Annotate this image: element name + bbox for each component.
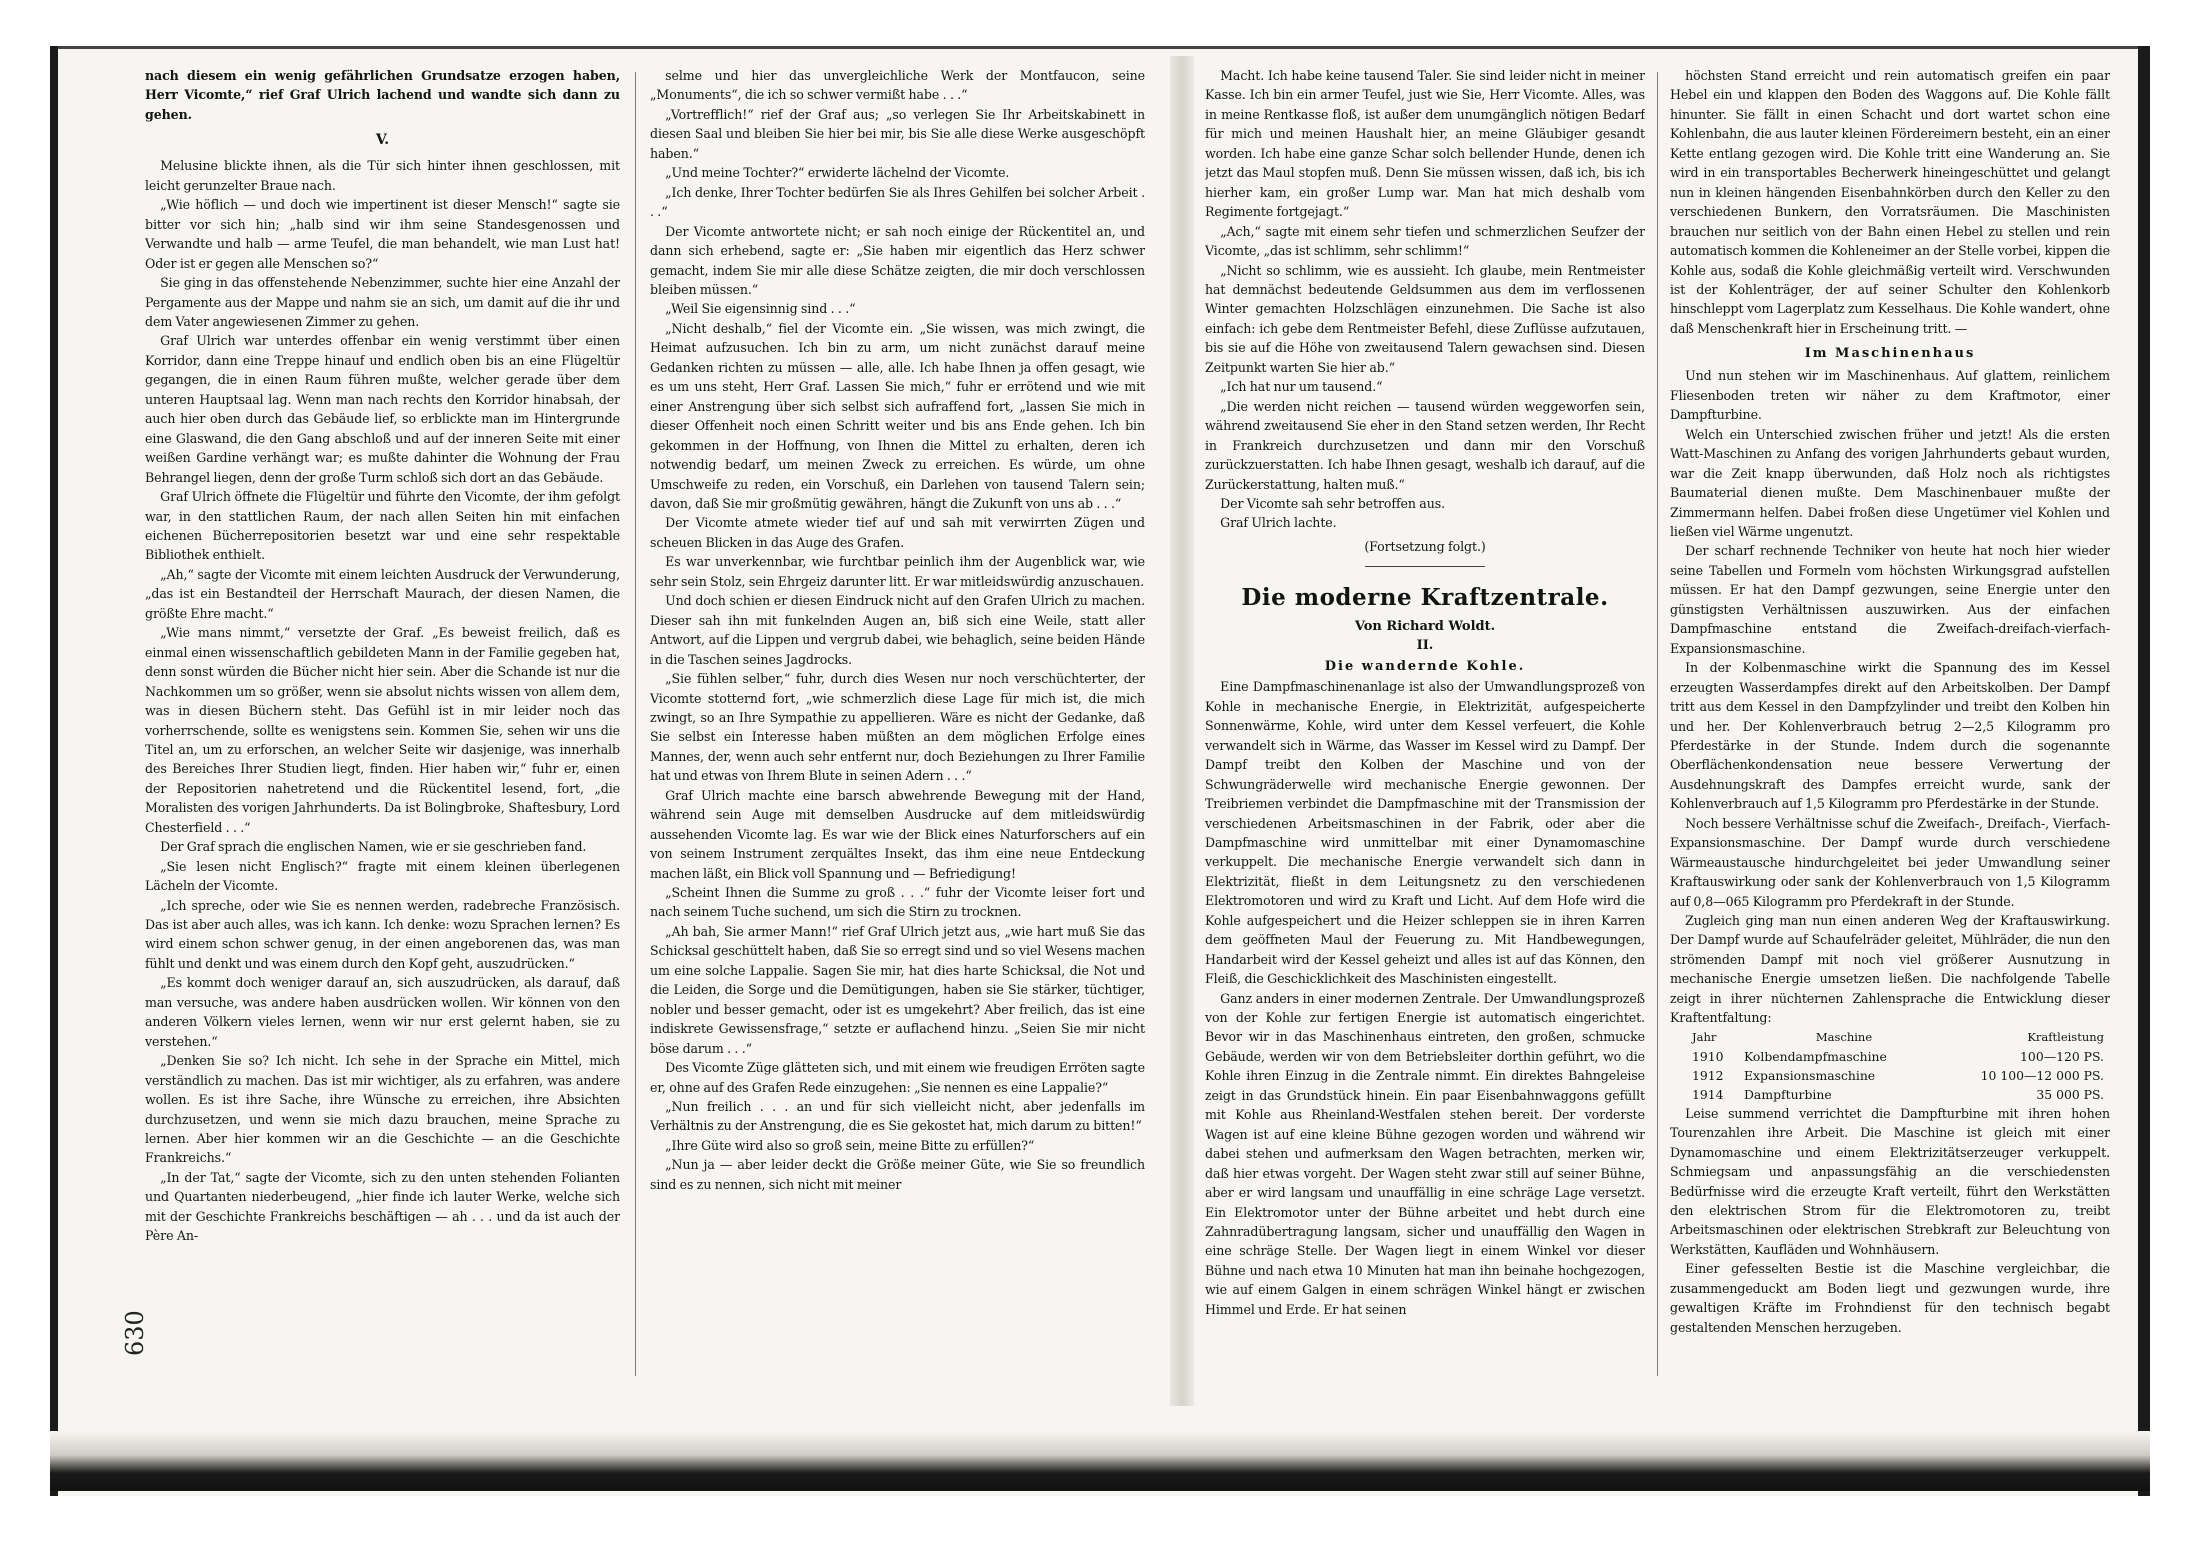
table-header-machine: Maschine [1815,1029,1873,1044]
table-row [1692,1047,2110,1066]
column-divider [635,72,636,1376]
scan-right-edge [2138,46,2150,1496]
paragraph: Der Vicomte sah sehr betroffen aus. [1220,495,1445,511]
novel-continuation [1205,66,1645,533]
article-subheading: Die wandernde Kohle. [1324,659,1526,675]
paragraph: Leise summend verrichtet die Dampfturbine mit ihren hohen Tourenzahlen ihre Arbeit. Die Maschine ist gleich mit einer Dynamomaschine und einem Elektrizitätserzeuger verkuppelt. Schmiegsam und anpassungsfähig an die verschiedensten Bedürfnisse wird die erzeugte Kraft verteilt, führt den Werkstätten den elektrischen Strom für die Elektromotoren zu, treibt Arbeitsmaschinen oder elektrischen Strebkraft zur Beleuchtung von Werkstätten, Kaufläden und Wohnhäusern. [1670,1105,2110,1257]
table-cell-power: 10 100—12 000 PS. [1980,1067,2104,1083]
continued-note: (Fortsetzung folgt.) [1364,538,1486,554]
paragraph: „Ah,“ sagte der Vicomte mit einem leichten Ausdruck der Verwunderung, „das ist ein Bestandteil der Herrschaft Maurach, der diesen Namen, die größte Ehre macht.“ [145,566,620,621]
paragraph: Graf Ulrich öffnete die Flügeltür und führte den Vicomte, der ihm gefolgt war, in den stattlichen Raum, der nach allen Seiten hin mit einfachen eichenen Bücherrepositorien besetzt war und eine sehr respektable Bibliothek enthielt. [145,489,620,563]
paragraph: Macht. Ich habe keine tausend Taler. Sie sind leider nicht in meiner Kasse. Ich bin ein armer Teufel, just wie Sie, Herr Vicomte. Alles, was in meine Rentkasse floß, ist außer dem unumgänglich nötigen Bedarf für mich und meinen Haushalt hier, an meine Gläubiger gesandt worden. Ich habe eine ganze Schar solch bellender Hunde, denen ich jetzt das Maul stopfen muß. Denn Sie müssen wissen, daß ich, bis ich hierher kam, ein großer Lump war. Man hat mich deshalb vom Regimente fortgejagt.“ [1205,68,1645,220]
scan-top-edge [50,46,2150,49]
table-cell-machine: Dampfturbine [1744,1086,1832,1102]
paragraph: „Wie mans nimmt,“ versetzte der Graf. „Es beweist freilich, daß es einmal einen wissenschaftlich gebildeten Mann in der Familie gegeben hat, denn sonst würden die Bücher nicht hier sein. Aber die Schande ist nur die Nachkommen um so größer, wenn sie absolut nichts wissen von allem dem, was in diesen Büchern steht. Das Gefühl ist in mir leider noch das vorherrschende, sollte es wenigstens sein. Kommen Sie, sehen wir uns die Titel an, um zu erforschen, an welcher Seite wir dasjenige, was innerhalb des Bereiches Ihrer Studien liegt, finden. Hier haben wir,“ fuhr er, einen der Repositorien nahetretend und die Rückentitel lesend, fort, „die Moralisten des vorigen Jahrhunderts. Da ist Bolingbroke, Shaftesbury, Lord Chesterfield . . .“ [145,625,620,835]
paragraph: Sie ging in das offenstehende Nebenzimmer, suchte hier eine Anzahl der Pergamente aus der Mappe und nahm sie an sich, um damit auf die ihr und dem Vater angewiesenen Zimmer zu gehen. [145,275,620,329]
paragraph: Des Vicomte Züge glätteten sich, und mit einem wie freudigen Erröten sagte er, ohne auf des Grafen Rede einzugehen: „Sie nennen es eine Lappalie?“ [650,1060,1145,1095]
paragraph: Welch ein Unterschied zwischen früher und jetzt! Als die ersten Watt-Maschinen zu Anfang des vorigen Jahrhunderts gebaut wurden, war die Zeit knapp überwunden, daß Holz noch als richtigstes Baumaterial dienen mußte. Dem Maschinenbauer mußte der Zimmermann helfen. Dabei froßen diese Ungetümer viel Kohlen und ließen viel Wärme ungenutzt. [1670,426,2110,539]
paragraph: selme und hier das unvergleichliche Werk der Montfaucon, seine „Monuments“, die ich so schwer vermißt habe . . .“ [650,68,1145,103]
paragraph: „Weil Sie eigensinnig sind . . .“ [665,301,856,317]
paragraph: „Ah bah, Sie armer Mann!“ rief Graf Ulrich jetzt aus, „wie hart muß Sie das Schicksal geschüttelt haben, daß Sie so erregt sind und so viel Wesens machen um eine solche Lappalie. Sagen Sie mir, hat dies harte Schicksal, die Not und die Leiden, die Sorge und die Demütigungen, haben sie Sie stärker, tüchtiger, nobler und besser gemacht, oder ist es umgekehrt? Aber freilich, das ist eine indiskrete Gewissensfrage,“ setzte er auflachend hinzu. „Seien Sie mir nicht böse darum . . .“ [650,923,1145,1056]
table-header-power: Kraftleistung [2027,1029,2104,1044]
paragraph: „Nicht deshalb,“ fiel der Vicomte ein. „Sie wissen, was mich zwingt, die Heimat aufzusuchen. Ich bin zu arm, um nicht zunächst darauf meine Gedanken richten zu müssen — alle, alle. Ich habe Ihnen ja offen gesagt, wie es um uns steht, Herr Graf. Lassen Sie mich,“ fuhr er errötend und wie mit einer Anstrengung über sich selbst sich aufraffend fort, „lassen Sie mich in dieser Offenheit noch einen Schritt weiter und bis ans Ende gehen. Ich bin gekommen in der Hoffnung, von Ihnen die Mittel zu erhalten, deren ich notwendig bedarf, um meinen Zweck zu erreichen. Es würde, um ohne Umschweife zu reden, ein Vorschuß, ein Darlehen von tausend Talern sein; davon, daß Sie mir großmütig gewähren, hängt die Zukunft von uns ab . . .“ [650,320,1145,511]
article-body [1205,677,1645,1319]
paragraph: „Ach,“ sagte mit einem sehr tiefen und schmerzlichen Seufzer der Vicomte, „das ist schlimm, sehr schlimm!“ [1205,223,1645,259]
table-cell-power: 35 000 PS. [2036,1086,2104,1102]
paragraph: Melusine blickte ihnen, als die Tür sich hinter ihnen geschlossen, mit leicht gerunzelter Braue nach. [145,158,620,193]
scan-bottom-shadow [50,1431,2150,1491]
paragraph: Der Vicomte atmete wieder tief auf und sah mit verwirrten Zügen und scheuen Blicken in das Auge des Grafen. [650,515,1145,550]
page-number: 630 [121,1310,149,1356]
paragraph: Graf Ulrich war unterdes offenbar ein wenig verstimmt über einen Korridor, dann eine Treppe hinauf und endlich oben bis an eine Flügeltür gegangen, die in einen Raum führen mußte, welcher gerade über dem unteren Hauptsaal lag. Wenn man nach rechts den Korridor hinabsah, der auch hier oben durch das Gebäude lief, so erblickte man im Hintergrunde eine Glaswand, die den Gang abschloß und auf der inneren Seite mit einer weißen Gardine verhängt war; es mußte dahinter die Wohnung der Frau Behrangel liegen, denn der große Turm schloß sich dort an das Gebäude. [145,333,620,485]
scanned-newspaper-spread [50,46,2150,1496]
paragraph: „Denken Sie so? Ich nicht. Ich sehe in der Sprache ein Mittel, mich verständlich zu machen. Das ist mir wichtiger, als zu erfahren, was andere wollen. Es ist ihre Sache, ihre Wünsche zu erreichen, ihre Absichten durchzusetzen, und wenn sie mich dazu brauchen, meine Sprache zu lernen. Aber hier kommen wir an die Geschichte — an die Geschichte Frankreichs.“ [145,1053,620,1166]
paragraph: Noch bessere Verhältnisse schuf die Zweifach-, Dreifach-, Vierfach-Expansionsmaschine. Der Dampf wurde durch verschiedene Wärmeaustausche hindurchgeleitet bei jeder Umwandlung seiner Kraftauswirkung oder sank der Kohlenverbrauch von 1,5 Kilogramm auf 0,8—065 Kilogramm pro Pferdekraft in der Stunde. [1670,815,2110,909]
paragraph: „Vortrefflich!“ rief der Graf aus; „so verlegen Sie Ihr Arbeitskabinett in diesen Saal und bleiben Sie hier bei mir, bis Sie alle diese Werke ausgeschöpft haben.“ [650,106,1145,161]
paragraph: „Ich hat nur um tausend.“ [1220,379,1383,395]
chapter-heading: V. [375,132,390,149]
paragraph: „Sie fühlen selber,“ fuhr, durch dies Wesen nur noch verschüchterter, der Vicomte stotternd fort, „wie schmerzlich diese Lage für mich ist, die mich zwingt, so an Ihre Sympathie zu appellieren. Wäre es nicht der Gedanke, daß Sie selbst ein Interesse haben müßten an dem möglichen Erfolge eines Mannes, der, wenn auch sehr entfernt nur, doch Beziehungen zu Ihrer Familie hat und etwas von Ihrem Blute in seinen Adern . . .“ [650,671,1145,784]
table-row [1692,1085,2110,1104]
table-body [1692,1047,2110,1104]
section-divider [1365,566,1485,567]
paragraph: „Sie lesen nicht Englisch?“ fragte mit einem kleinen überlegenen Lächeln der Vicomte. [145,858,620,894]
table-cell-machine: Expansionsmaschine [1744,1067,1876,1083]
table-cell-power: 100—120 PS. [2020,1048,2104,1064]
column-divider [1657,72,1658,1376]
paragraph: Graf Ulrich lachte. [1220,515,1337,531]
paragraph: „Ihre Güte wird also so groß sein, meine Bitte zu erfüllen?“ [665,1137,1035,1153]
table-cell-year: 1910 [1692,1048,1724,1064]
left-column-2 [650,66,1145,1406]
paragraph: höchsten Stand erreicht und rein automatisch greifen ein paar Hebel ein und klappen den Boden des Waggons auf. Die Kohle fällt hinunter. Sie fällt in einen Schacht und dort wartet schon eine Kohlenbahn, die aus lauter kleinen Fördereimern besteht, ein an einer Kette entlang gezogen wird. Die Kohle tritt eine Wanderung an. Sie wird in ein transportables Becherwerk hineingeschüttet und gelangt nun in kleinen hängenden Eisenbahnkörben durch den Keller zu den verschiedenen Bunkern, den Vorratsräumen. Die Maschinisten brauchen nur seitlich von der Bahn einen Hebel zu stellen und rein automatisch kommen die Kohleneimer an der Stelle vorbei, kippen die Kohle aus, sodaß die Kohle gleichmäßig verteilt wird. Verschwunden ist der Kohlenträger, der auf seiner Schulter den Kohlenkorb hinschleppt vom Lagerplatz zum Kesselhaus. Die Kohle wandert, ohne daß Menschenkraft hier in Erscheinung tritt. — [1670,68,2110,336]
paragraph: In der Kolbenmaschine wirkt die Spannung des im Kessel erzeugten Wasserdampfes direkt auf den Arbeitskolben. Der Dampf tritt aus dem Kessel in den Dampfzylinder und treibt den Kolben hin und her. Der Kohlenverbrauch betrug 2—2,5 Kilogramm pro Pferdestärke in der Stunde. Indem durch die sogenannte Oberflächenkondensation neue bessere Verwertung der Ausdehnungskraft des Dampfes erreicht wurde, sank der Kohlenverbrauch auf 1,5 Kilogramm pro Pferdestärke in der Stunde. [1670,660,2110,812]
section-subheading: Im Maschinenhaus [1804,346,1976,362]
paragraph: „Es kommt doch weniger darauf an, sich auszudrücken, als darauf, daß man versuche, was andere haben ausdrücken wollen. Wir können von den anderen Völkern vieles lernen, wenn wir nur erst gelernt haben, sie zu verstehen.“ [145,975,620,1049]
paragraph: Ganz anders in einer modernen Zentrale. Der Umwandlungsprozeß von der Kohle zur fertigen Energie ist automatisch eingerichtet. Bevor wir in das Maschinenhaus eintreten, den großen, schmucke Gebäude, werden wir von dem Betriebsleiter dorthin geführt, wo die Kohle ihren Einzug in die Zentrale nimmt. Ein direktes Bahngeleise zeigt in das Grundstück hinein. Ein paar Eisenbahnwaggons gefüllt mit Kohle aus Rheinland-Westfalen stehen bereit. Der vorderste Wagen ist auf eine kleine Bühne gezogen worden und während wir dabei stehen und aufmerksam den Wagen betrachten, merken wir, daß hier etwas vorgeht. Der Wagen steht zwar still auf seiner Bühne, aber er wird langsam und unauffällig in eine schräge Lage versetzt. Ein Elektromotor unter der Bühne arbeitet und hebt durch eine Zahnradübertragung langsam, sicher und unauffällig den Wagen in eine schräge Stelle. Der Wagen liegt in einem Winkel vor dieser Bühne und nach etwa 10 Minuten hat man ihn beinahe hochgezogen, wie auf einem Galgen in einem schrägen Winkel hängt er zwischen Himmel und Erde. Er hat seinen [1205,990,1645,1317]
scan-left-edge [50,46,58,1496]
table-header-row [1692,1028,2110,1047]
table-cell-machine: Kolbendampfmaschine [1744,1048,1887,1064]
paragraph: „Und meine Tochter?“ erwiderte lächelnd der Vicomte. [665,165,1010,181]
paragraph: Der Vicomte antwortete nicht; er sah noch einige der Rückentitel an, und dann sich erhebend, sagte er: „Sie haben mir eigentlich das Herz schwer gemacht, indem Sie mir alle diese Schätze zeigten, die mir doch verschlossen bleiben müssen.“ [650,223,1145,297]
paragraph: „Scheint Ihnen die Summe zu groß . . .“ fuhr der Vicomte leiser fort und nach seinem Tuche suchend, um sich die Stirn zu trocknen. [650,885,1145,920]
right-column-2 [1670,66,2110,1406]
left-page [145,66,1160,1406]
paragraph: Zugleich ging man nun einen anderen Weg der Kraftauswirkung. Der Dampf wurde auf Schaufelräder geleitet, Mühlräder, die nun den strömenden Dampf mit noch viel größerer Ausnutzung in mechanische Energie umsetzen ließen. Die nachfolgende Tabelle zeigt in ihrer nüchternen Zahlensprache die Entwicklung dieser Kraftentfaltung: [1670,913,2110,1026]
paragraph: Und doch schien er diesen Eindruck nicht auf den Grafen Ulrich zu machen. Dieser sah ihn mit funkelnden Augen an, biß sich eine Weile, statt aller Antwort, auf die Lippen und vergrub dabei, wie behaglich, seine beiden Hände in die Taschen seines Jagdrocks. [650,593,1145,667]
paragraph: Einer gefesselten Bestie ist die Maschine vergleichbar, die zusammengeduckt am Boden liegt und gezwungen wurde, ihre gewaltigen Kräfte im Frohndienst für den technisch begabt gestaltenden Menschen herzugeben. [1670,1261,2110,1335]
paragraph: „In der Tat,“ sagte der Vicomte, sich zu den unten stehenden Folianten und Quartanten niederbeugend, „hier finde ich lauter Werke, welche sich mit der Geschichte Frankreichs beschäftigen — ah . . . und da ist auch der Père An- [145,1169,620,1244]
paragraph: Der scharf rechnende Techniker von heute hat noch hier wieder seine Tabellen und Formeln vom höchsten Wirkungsgrad aufstellen müssen. Er hat den Dampf gezwungen, seine Energie unter den günstigsten Verhältnissen auszuwirken. Aus der einfachen Dampfmaschine entstand die Zweifach-dreifach-vierfach-Expansionsmaschine. [1670,543,2110,656]
article-part: II. [1416,638,1434,654]
page-fold [1170,56,1194,1406]
paragraph: „Nicht so schlimm, wie es aussieht. Ich glaube, mein Rentmeister hat demnächst bedeutende Geldsummen aus dem im verflossenen Winter gemachten Holzschlägen einzunehmen. Die Sache ist also einfach: ich gebe dem Rentmeister Befehl, diese Zuflüsse aufzutauen, bis sie auf die Höhe von zweitausend Talern gewachsen sind. Diesen Zeitpunkt warten Sie hier ab.“ [1205,262,1645,375]
left-column-1 [145,66,620,1406]
paragraph: Und nun stehen wir im Maschinenhaus. Auf glattem, reinlichem Fliesenboden treten wir näher zu dem Kraftmotor, einer Dampfturbine. [1670,368,2110,423]
column-lead-in: nach diesem ein wenig gefährlichen Grundsatze erzogen haben, Herr Vicomte,“ rief Graf Ulrich lachend und wandte sich dann zu gehen. [145,68,620,122]
paragraph: „Ich denke, Ihrer Tochter bedürfen Sie als Ihres Gehilfen bei solcher Arbeit . . .“ [650,184,1145,220]
paragraph: „Ich spreche, oder wie Sie es nennen werden, radebreche Französisch. Das ist aber auch alles, was ich kann. Ich denke: wozu Sprachen lernen? Es wird einem schon schwer genug, in der einen angeborenen das, was man fühlt und denkt und was einem durch den Kopf geht, auszudrücken.“ [145,897,620,971]
article-byline: Von Richard Woldt. [1354,619,1496,635]
paragraph: „Die werden nicht reichen — tausend würden weggeworfen sein, während zweitausend Sie eher in den Stand setzen werden, Ihr Recht in Frankreich durchzusetzen und dann mir den Vorschuß zurückzuerstatten. Ich habe Ihnen gesagt, weshalb ich darauf, auf die Zurückerstattung, halten muß.“ [1205,398,1645,492]
article-body-continued [1670,66,2110,338]
article-title: Die moderne Kraftzentrale. [1241,584,1609,612]
paragraph: „Nun freilich . . . an und für sich vielleicht nicht, aber jedenfalls im Verhältnis zu der Anstrengung, die es Sie gekostet hat, mich darum zu bitten!“ [650,1099,1145,1134]
paragraph: „Wie höflich — und doch wie impertinent ist dieser Mensch!“ sagte sie bitter vor sich hin; „halb sind wir ihm seine Standesgenossen und Verwandte und halb — arme Teufel, die man behandelt, wie man Lust hat! Oder ist er gegen alle Menschen so?“ [145,197,620,271]
paragraph: Graf Ulrich machte eine barsch abwehrende Bewegung mit der Hand, während sein Auge mit demselben Ausdrucke auf dem mitleidswürdig aussehenden Vicomte lag. Es war wie der Blick eines Naturforschers auf ein von seinem Instrument zerquältes Insekt, das ihm eine neue Entdeckung machen läßt, ein Blick voll Spannung und — Befriedigung! [650,787,1145,881]
right-column-1 [1205,66,1645,1406]
table-header-year: Jahr [1692,1029,1717,1044]
article-body-closing [1670,1104,2110,1337]
article-body-machine-house [1670,366,2110,1027]
paragraph: „Nun ja — aber leider deckt die Größe meiner Güte, wie Sie so freundlich sind es zu nennen, sich nicht mit meiner [650,1157,1145,1192]
right-page [1205,66,2110,1406]
power-table [1692,1028,2110,1104]
table-cell-year: 1912 [1692,1067,1724,1083]
paragraph: Der Graf sprach die englischen Namen, wie er sie geschrieben fand. [160,839,587,855]
paragraph: Eine Dampfmaschinenanlage ist also der Umwandlungsprozeß von Kohle in mechanische Energie, in Elektrizität, aufgespeicherte Sonnenwärme, Kohle, wird unter dem Kessel verfeuert, die Kohle verwandelt sich in Wärme, das Wasser im Kessel wird zu Dampf. Der Dampf treibt den Kolben der Maschine und von der Schwungräderwelle wird mechanische Energie gewonnen. Der Treibriemen verbindet die Dampfmaschine mit der Transmission der verschiedenen Arbeitsmaschinen in der Fabrik, oder aber die Dampfmaschine wird unmittelbar mit einer Dynamomaschine verkuppelt. Die mechanische Energie verwandelt sich dann in Elektrizität, fließt in dem Leitungsnetz zu den verschiedenen Elektromotoren und wird zu Kraft und Licht. Auf dem Hofe wird die Kohle aufgespeichert und die Heizer schleppen sie in ihren Karren dem geöffneten Maul der Feuerung zu. Mit Handbewegungen, Handarbeit wird der Kessel geheizt und alles ist auf das Können, den Fleiß, die Geschicklichkeit des Maschinisten eingestellt. [1205,679,1645,987]
table-cell-year: 1914 [1692,1086,1724,1102]
table-row [1692,1066,2110,1085]
paragraph: Es war unverkennbar, wie furchtbar peinlich ihm der Augenblick war, wie sehr sein Stolz, sein Ehrgeiz darunter litt. Er war mitleidswürdig anzuschauen. [650,554,1145,589]
